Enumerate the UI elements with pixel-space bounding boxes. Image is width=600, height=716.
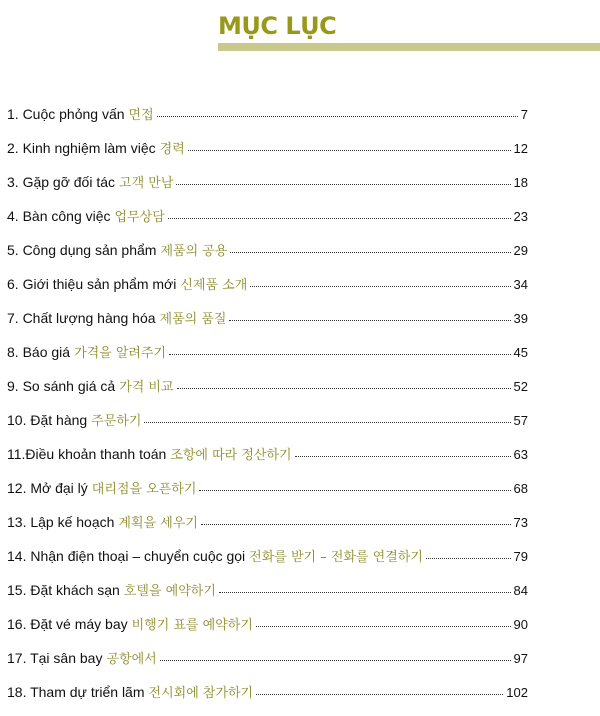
toc-entry-title: 13. Lập kế hoạch — [7, 514, 115, 530]
toc-leader-dots — [295, 456, 511, 457]
toc-entry-korean: 고객 만남 — [119, 176, 174, 191]
toc-entry-title: 1. Cuộc phỏng vấn — [7, 106, 125, 122]
table-of-contents — [7, 104, 528, 716]
toc-entry-korean: 호텔을 예약하기 — [123, 584, 216, 599]
toc-leader-dots — [157, 116, 518, 117]
toc-entry-page: 68 — [513, 481, 528, 496]
toc-entry-korean: 주문하기 — [91, 414, 142, 429]
toc-leader-dots — [201, 524, 511, 525]
toc-leader-dots — [219, 592, 511, 593]
toc-entry[interactable] — [7, 342, 528, 376]
toc-entry-page: 90 — [513, 617, 528, 632]
toc-entry[interactable] — [7, 308, 528, 342]
toc-entry[interactable] — [7, 648, 528, 682]
toc-entry-korean: 신제품 소개 — [180, 278, 248, 293]
toc-entry[interactable] — [7, 274, 528, 308]
toc-leader-dots — [256, 626, 511, 627]
toc-entry[interactable] — [7, 240, 528, 274]
toc-entry-title: 2. Kinh nghiệm làm việc — [7, 140, 156, 156]
toc-entry[interactable] — [7, 138, 528, 172]
toc-entry-page: 18 — [513, 175, 528, 190]
toc-leader-dots — [199, 490, 510, 491]
toc-entry[interactable] — [7, 478, 528, 512]
toc-entry-page: 73 — [513, 515, 528, 530]
toc-entry[interactable] — [7, 682, 528, 716]
toc-entry-korean: 비행기 표를 예약하기 — [131, 618, 253, 633]
toc-entry-title: 12. Mở đại lý — [7, 480, 88, 496]
toc-entry-page: 63 — [513, 447, 528, 462]
toc-entry[interactable] — [7, 444, 528, 478]
toc-entry-title: 5. Công dụng sản phẩm — [7, 242, 157, 258]
toc-leader-dots — [176, 184, 510, 185]
toc-entry-title: 14. Nhận điện thoại – chuyển cuộc gọi — [7, 548, 246, 564]
toc-entry-page: 12 — [513, 141, 528, 156]
toc-entry[interactable] — [7, 104, 528, 138]
toc-entry-korean: 대리점을 오픈하기 — [91, 482, 197, 497]
toc-entry[interactable] — [7, 580, 528, 614]
toc-entry-title: 7. Chất lượng hàng hóa — [7, 310, 156, 326]
toc-entry[interactable] — [7, 376, 528, 410]
toc-entry[interactable] — [7, 614, 528, 648]
toc-entry-page: 102 — [506, 685, 528, 700]
toc-entry-korean: 제품의 공용 — [160, 244, 228, 259]
toc-entry-title: 11.Điều khoản thanh toán — [7, 446, 167, 462]
toc-leader-dots — [250, 286, 510, 287]
toc-entry-page: 23 — [513, 209, 528, 224]
toc-entry-title: 17. Tại sân bay — [7, 650, 103, 666]
toc-entry-page: 29 — [513, 243, 528, 258]
toc-entry-title: 15. Đặt khách sạn — [7, 582, 120, 598]
toc-entry-page: 84 — [513, 583, 528, 598]
toc-entry-page: 52 — [513, 379, 528, 394]
toc-entry-title: 6. Giới thiệu sản phẩm mới — [7, 276, 177, 292]
toc-leader-dots — [230, 252, 510, 253]
toc-entry[interactable] — [7, 546, 528, 580]
toc-entry-page: 34 — [513, 277, 528, 292]
toc-entry-page: 97 — [513, 651, 528, 666]
toc-entry-korean: 업무상담 — [114, 210, 165, 225]
toc-entry-title: 9. So sánh giá cả — [7, 378, 116, 394]
toc-leader-dots — [229, 320, 510, 321]
toc-entry-korean: 전화를 받기 – 전화를 연결하기 — [249, 550, 423, 565]
toc-entry[interactable] — [7, 512, 528, 546]
toc-entry-korean: 경력 — [159, 142, 185, 157]
page-title: MỤC LỤC — [218, 12, 337, 40]
toc-entry-page: 7 — [520, 107, 528, 122]
toc-entry-page: 45 — [513, 345, 528, 360]
toc-entry[interactable] — [7, 206, 528, 240]
toc-entry[interactable] — [7, 410, 528, 444]
toc-entry-korean: 가격을 알려주기 — [74, 346, 167, 361]
toc-entry-title: 4. Bàn công việc — [7, 208, 111, 224]
toc-entry-korean: 조항에 따라 정산하기 — [170, 448, 292, 463]
toc-entry-korean: 면접 — [128, 108, 154, 123]
toc-entry-title: 18. Tham dự triển lãm — [7, 684, 145, 700]
title-underline-bar — [218, 43, 600, 51]
toc-leader-dots — [144, 422, 510, 423]
toc-leader-dots — [177, 388, 511, 389]
toc-leader-dots — [426, 558, 511, 559]
toc-entry-title: 16. Đặt vé máy bay — [7, 616, 128, 632]
toc-entry-korean: 가격 비교 — [119, 380, 174, 395]
toc-entry-page: 57 — [513, 413, 528, 428]
toc-leader-dots — [188, 150, 511, 151]
toc-entry-page: 39 — [513, 311, 528, 326]
toc-entry-korean: 공항에서 — [106, 652, 157, 667]
toc-entry-page: 79 — [513, 549, 528, 564]
toc-leader-dots — [160, 660, 511, 661]
toc-entry-korean: 전시회에 참가하기 — [148, 686, 254, 701]
toc-entry-title: 3. Gặp gỡ đối tác — [7, 174, 116, 190]
toc-entry[interactable] — [7, 172, 528, 206]
toc-entry-title: 10. Đặt hàng — [7, 412, 88, 428]
toc-entry-title: 8. Báo giá — [7, 344, 71, 360]
toc-leader-dots — [168, 218, 511, 219]
toc-entry-korean: 계획을 세우기 — [118, 516, 198, 531]
toc-leader-dots — [256, 694, 503, 695]
toc-entry-korean: 제품의 품질 — [159, 312, 227, 327]
toc-leader-dots — [169, 354, 510, 355]
